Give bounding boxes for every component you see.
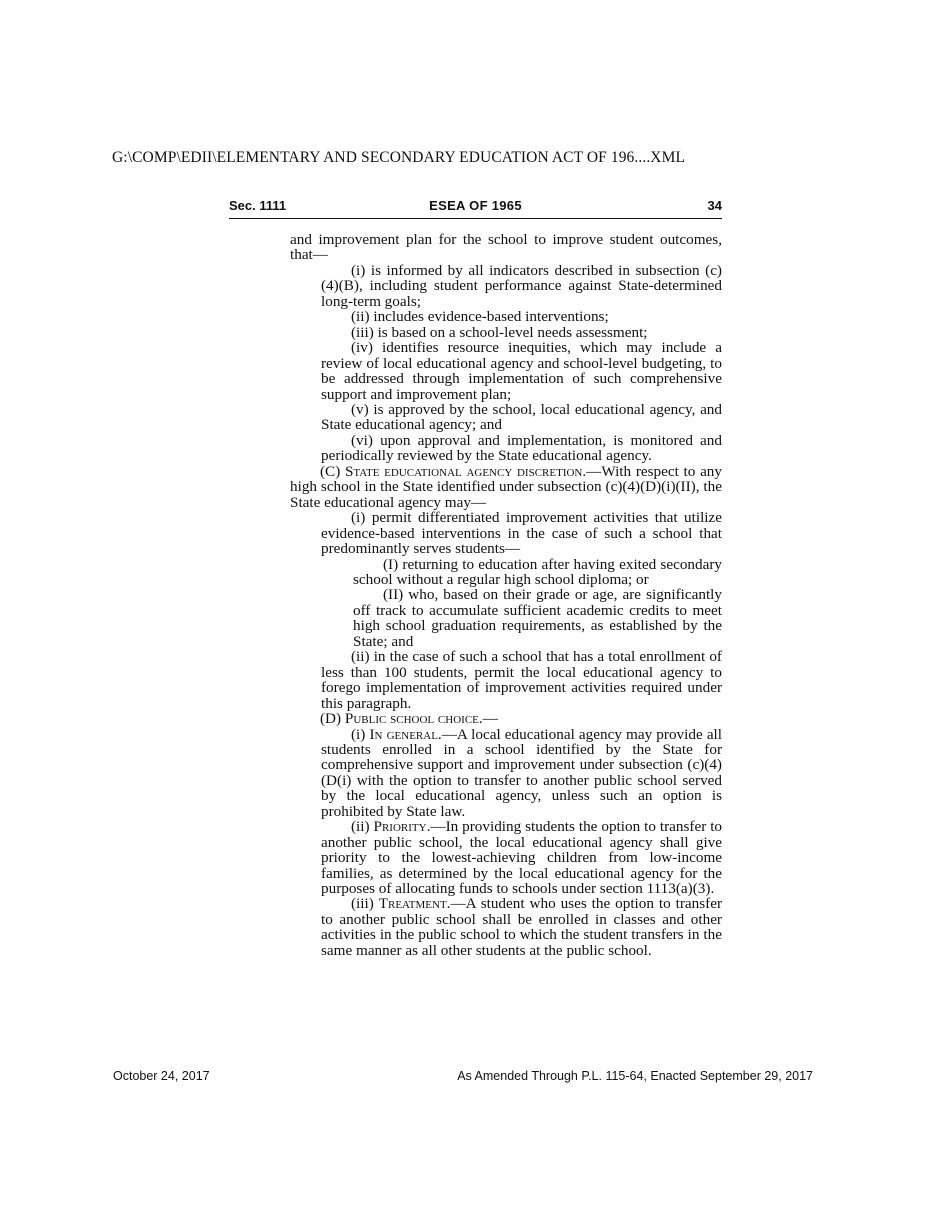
clause-iii: (iii) is based on a school-level needs assessment; <box>351 323 648 341</box>
subparagraph-d-label: (D) <box>320 710 342 728</box>
subparagraph-c-clause-ii: (ii) in the case of such a school that has a total enrollment of less than 100 students, permit the local educational agency to forego implementation of improvement activities required under this paragraph. <box>321 648 722 712</box>
clause-ii: (ii) includes evidence-based interventions; <box>351 308 609 326</box>
d-clause-ii-label: (ii) <box>351 818 370 836</box>
subclause-II: (II) who, based on their grade or age, are significantly off track to accumulate sufficient academic credits to meet high school graduation requirements, as established by the State; and <box>353 586 722 650</box>
subparagraph-d-heading: Public school choice. <box>344 710 483 728</box>
footer-date: October 24, 2017 <box>113 1069 210 1083</box>
subparagraph-c-label: (C) <box>320 462 341 480</box>
subparagraph-c-text: —With respect to any high school in the State identified under subsection (c)(4)(D)(i)(II), the State educational agency may— <box>290 462 722 511</box>
subclause-I: (I) returning to education after having exited secondary school without a regular high school diploma; or <box>353 555 722 588</box>
footer-amended-note: As Amended Through P.L. 115-64, Enacted September 29, 2017 <box>457 1069 813 1083</box>
d-clause-ii-text: —In providing students the option to transfer to another public school, the local educational agency shall give priority to the lowest-achieving children from low-income families, as determined by the local educational agency for the purposes of allocating funds to schools under section 1113(a)(3). <box>321 818 723 898</box>
d-clause-ii-heading: Priority. <box>373 818 431 836</box>
clause-vi: (vi) upon approval and implementation, is monitored and periodically reviewed by the State educational agency. <box>321 431 722 465</box>
clause-iv: (iv) identifies resource inequities, which may include a review of local educational agency and school-level budgeting, to be addressed through implementation of such comprehensive support and improvement plan; <box>321 339 722 403</box>
d-clause-i-heading: In general. <box>369 725 442 743</box>
d-clause-iii-label: (iii) <box>351 895 374 913</box>
act-title: ESEA OF 1965 <box>429 198 522 213</box>
subparagraph-d-clause-ii <box>290 819 722 896</box>
subparagraph-c-heading: State educational agency discretion. <box>344 462 587 480</box>
subparagraph-d-clause-iii <box>290 896 722 958</box>
page-number: 34 <box>707 198 722 213</box>
section-number: Sec. 1111 <box>229 198 287 213</box>
clause-i: (i) is informed by all indicators described in subsection (c)(4)(B), including student performance against State-determined long-term goals; <box>321 261 722 310</box>
subparagraph-d <box>290 711 722 726</box>
statute-body <box>290 232 722 958</box>
subparagraph-c-clause-i: (i) permit differentiated improvement activities that utilize evidence-based interventions in the case of such a school that predominantly serves students— <box>321 509 722 558</box>
file-path-header: G:\COMP\EDII\ELEMENTARY AND SECONDARY EDUCATION ACT OF 196....XML <box>112 149 686 166</box>
subparagraph-d-dash: — <box>482 710 498 728</box>
running-head <box>229 198 722 219</box>
d-clause-iii-text: —A student who uses the option to transfer to another public school shall be enrolled in classes and other activities in the public school to which the student transfers in the same manner as all other students at the public school. <box>321 895 723 959</box>
clause-v: (v) is approved by the school, local educational agency, and State educational agency; and <box>321 400 722 434</box>
subparagraph-d-clause-i <box>290 727 722 820</box>
subparagraph-c <box>290 464 722 510</box>
d-clause-i-text: —A local educational agency may provide all students enrolled in a school identified by the State for comprehensive support and improvement under subsection (c)(4)(D(i) with the option to transfer to another public school served by the local educational agency, unless such an option is prohibited by State law. <box>321 725 722 820</box>
d-clause-i-label: (i) <box>351 725 366 743</box>
d-clause-iii-heading: Treatment. <box>378 895 451 913</box>
paragraph-continuation: and improvement plan for the school to improve student outcomes, that— <box>290 231 722 264</box>
